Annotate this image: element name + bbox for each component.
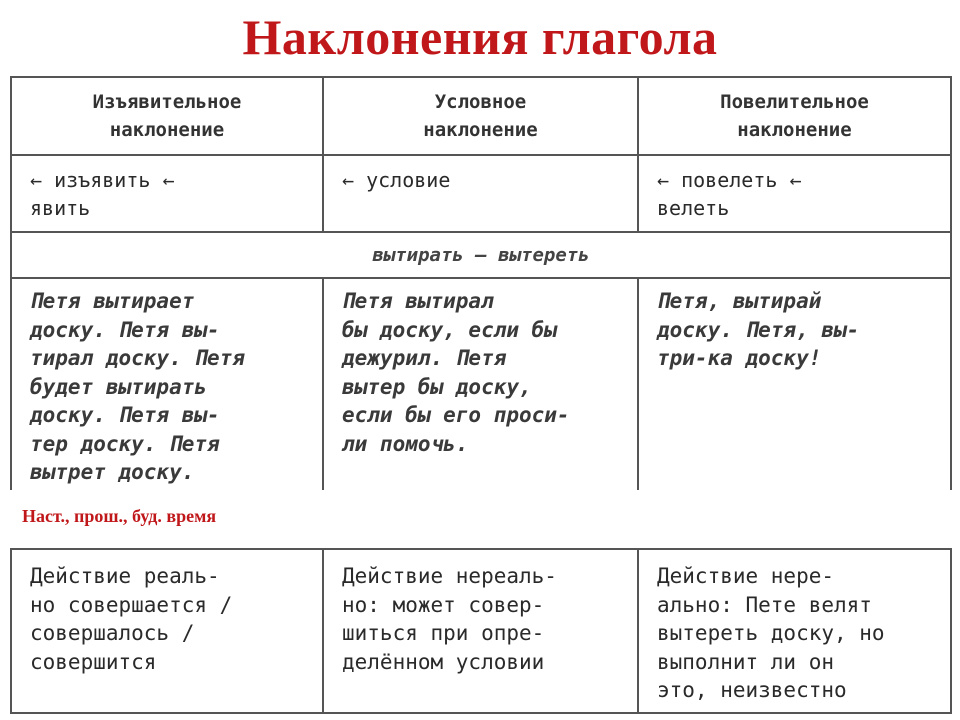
meaning-line: Действие нере- [657,564,835,588]
etymology-text: ← изъявить ← [30,168,175,192]
example-conditional [324,279,639,490]
example-line: Петя вытирал [342,289,494,313]
meaning-line: Действие реаль- [30,564,220,588]
example-line: если бы его проси- [342,403,570,427]
tense-note: Наст., прош., буд. время [22,506,217,526]
example-line: доску. Петя вы- [30,317,220,342]
header-text: наклонение [737,119,852,141]
meaning-line: вытереть доску, но [657,621,885,645]
example-line: вытрет доску. [30,460,195,484]
moods-table [10,76,952,490]
example-line: дежурил. Петя [342,346,507,370]
meaning-line: совершится [30,649,157,674]
meaning-row [12,550,950,712]
meaning-line: Действие нереаль- [342,564,557,588]
page-title: Наклонения глагола [242,9,718,65]
header-text: наклонение [109,119,225,141]
example-line: тер доску. Петя [30,431,220,456]
examples-row [12,279,950,490]
meaning-conditional [324,550,639,712]
example-line: вытер бы доску, [342,374,532,399]
meaning-line: выполнит ли он [657,649,835,674]
example-line: Петя вытирает [30,289,195,313]
meaning-table [10,548,952,714]
etymology-text: велеть [657,196,730,220]
example-line: ли помочь. [342,431,469,456]
header-text: Условное [434,91,527,113]
etymology-text: ← повелеть ← [657,168,802,192]
verb-pair-row [12,233,950,279]
etymology-text: ← условие [342,168,451,192]
example-line: три-ка доску! [657,346,822,370]
meaning-line: делённом условии [342,649,545,674]
meaning-line: но: может совер- [342,592,545,617]
example-line: будет вытирать [30,374,208,399]
example-line: доску. Петя вы- [30,403,220,427]
meaning-line: ально: Пете велят [657,592,872,617]
meaning-line: шиться при опре- [342,621,545,645]
etymology-row [12,156,950,233]
etymology-text: явить [30,196,91,220]
etymology-conditional [324,156,639,231]
etymology-imperative [639,156,950,231]
meaning-imperative [639,550,950,712]
example-line: доску. Петя, вы- [657,317,860,342]
meaning-line: это, неизвестно [657,678,847,702]
meaning-line: но совершается / [30,592,233,617]
example-line: тирал доску. Петя [30,346,245,370]
example-line: бы доску, если бы [342,317,557,342]
etymology-indicative [12,156,324,231]
example-line: Петя, вытирай [657,289,822,313]
header-text: наклонение [423,119,538,141]
header-conditional [324,78,639,154]
meaning-indicative [12,550,324,712]
verb-pair: вытирать — вытереть [372,244,590,266]
example-imperative [639,279,950,490]
header-indicative [12,78,324,154]
meaning-line: совершалось / [30,621,195,645]
header-imperative [639,78,950,154]
header-row [12,78,950,156]
header-text: Повелительное [720,91,869,113]
example-indicative [12,279,324,490]
header-text: Изъявительное [92,91,242,113]
